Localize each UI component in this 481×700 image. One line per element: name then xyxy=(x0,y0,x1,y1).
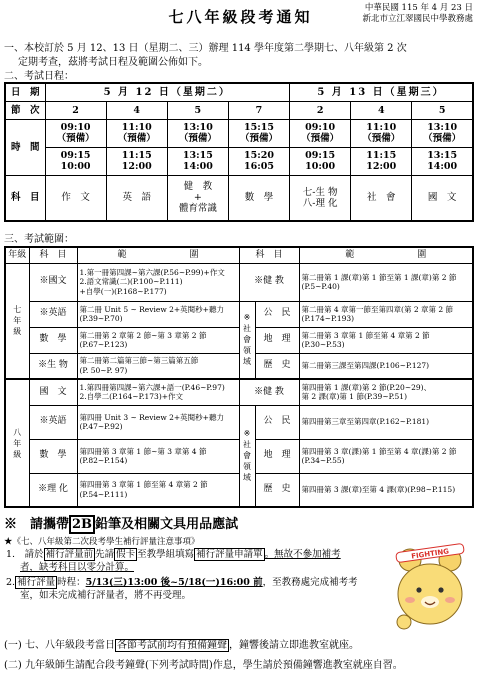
item1-box-form: 補行評量申請單 xyxy=(196,549,263,560)
range-subject: 公 民 xyxy=(255,301,299,327)
makeup-period: 5/13(三)13:00 後~5/18(一)16:00 前 xyxy=(85,577,263,588)
prep-time: 11:10 （預備） xyxy=(106,119,167,147)
footer-line-2: (二) 九年級師生請配合段考鐘聲(下列考試時間)作息，學生請於預備鐘響進教室就座自習。 xyxy=(4,660,403,671)
headband-text: FIGHTING xyxy=(410,547,450,561)
exam-time: 09:15 10:00 xyxy=(45,147,106,175)
range-subject: 數 學 xyxy=(29,439,77,473)
table-row xyxy=(5,379,473,405)
range-subject: 數 學 xyxy=(29,327,77,353)
period-cell: 5 xyxy=(412,101,473,119)
table-row xyxy=(5,405,473,439)
range-subject: 地 理 xyxy=(255,327,299,353)
bear-eye-left xyxy=(416,587,421,592)
issuing-office: 新北市立江翠國民中學教務處 xyxy=(362,14,473,24)
item1-text-cont: 者，缺考科目以零分計算。 xyxy=(20,562,135,573)
range-scope: 第二冊第二篇第三節~第三篇第五節 (P. 50~P. 97) xyxy=(77,353,239,379)
range-subject: 地 理 xyxy=(255,439,299,473)
item2-text: ，至教務處完成補考考 xyxy=(262,577,358,588)
range-scope: 第四冊第 3 章第 1 節至第 4 章第 2 節 (P.54~P.111) xyxy=(77,473,239,507)
subject-cell: 數 學 xyxy=(228,175,289,221)
range-subject: ※健 教 xyxy=(239,263,299,301)
date-label: 日 期 xyxy=(5,83,45,101)
range-scope: 第二冊第 4 章第一節至第四章(第 2 章第 2 節 (P.174~P.193) xyxy=(299,301,473,327)
exam-time: 09:15 10:00 xyxy=(290,147,351,175)
item1-box-before: 補行評量前 xyxy=(45,549,94,560)
range-scope: 第二冊第 1 課(章)第 1 節至第 1 課(章)第 2 節 (P.5~P.40) xyxy=(299,263,473,301)
range-header-subject: 科 目 xyxy=(239,247,299,263)
exam-schedule-table xyxy=(4,82,474,222)
range-scope: 第二冊 Unit 5 ~ Review 2+英閱秒+聽力 (P.39~P.70) xyxy=(77,301,239,327)
bring-suffix: 鉛筆及相關文具用品應試 xyxy=(95,517,239,532)
prep-time: 13:10 （預備） xyxy=(412,119,473,147)
day2-header: 5 月 13 日（星期三） xyxy=(290,83,473,101)
item2-text: 2. xyxy=(6,577,16,588)
bear-illustration xyxy=(388,538,472,634)
footer-text: ，鐘響後請立即進教室就座。 xyxy=(228,640,359,651)
range-scope: 第二冊第 3 章第 1 節至第 4 章第 2 節 (P.30~P.53) xyxy=(299,327,473,353)
item2-box: 補行評量 xyxy=(17,577,56,588)
grade8-label: 八 年 級 xyxy=(5,379,29,507)
item2-text: 時程： xyxy=(57,577,86,588)
prep-time: 11:10 （預備） xyxy=(351,119,412,147)
intro-line-2: 定期考查，茲將考試日程及範圍公佈如下。 xyxy=(18,57,208,68)
time-label: 時 間 xyxy=(5,119,45,175)
range-subject: ※國文 xyxy=(29,263,77,301)
range-scope: 第四冊第 3 課(章)至第 4 課(章)(P.98~P.115) xyxy=(299,473,473,507)
bear-face xyxy=(398,564,462,624)
exam-range-table xyxy=(4,246,474,508)
footer-box: 各節考試前均有預備鐘聲 xyxy=(116,640,227,651)
pencil-type-box: 2B xyxy=(69,515,95,534)
range-subject: 歷 史 xyxy=(255,353,299,379)
notice-date-block xyxy=(362,3,473,25)
range-subject: 國 文 xyxy=(29,379,77,405)
bear-muzzle xyxy=(421,596,439,608)
exam-time: 11:15 12:00 xyxy=(351,147,412,175)
range-header-row xyxy=(5,247,473,263)
bring-prefix: ※ 請攜帶 xyxy=(4,517,70,532)
bear-paw xyxy=(397,615,411,629)
range-header-scope: 範 圍 xyxy=(77,247,239,263)
range-scope: 第四冊第 3 章第 1 節~第 3 章第 4 節 (P.82~P.154) xyxy=(77,439,239,473)
bear-eye-right xyxy=(438,587,443,592)
exam-time: 13:15 14:00 xyxy=(412,147,473,175)
subject-cell: 社 會 xyxy=(351,175,412,221)
range-subject: ※理 化 xyxy=(29,473,77,507)
subject-cell: 作 文 xyxy=(45,175,106,221)
item1-text: 先請 xyxy=(95,549,115,560)
range-scope: 第四冊第 1 課(章)第 2 節(P.20~29)、 第 2 課(章)第 1 節(P.39~P.51) xyxy=(299,379,473,405)
bear-cheek-left xyxy=(405,597,415,603)
range-subject: ※英語 xyxy=(29,405,77,439)
range-header-scope: 範 圍 xyxy=(299,247,473,263)
period-cell: 5 xyxy=(167,101,228,119)
range-scope: 第四冊第 3 章(課)第 1 節至第 4 章(課)第 2 節 (P.34~P.55) xyxy=(299,439,473,473)
range-subject: ※英語 xyxy=(29,301,77,327)
item2-text-cont: 室，如未完成補行評量者，將不再受理。 xyxy=(20,590,192,601)
schedule-heading: 二、考試日程： xyxy=(4,71,74,82)
range-subject: ※生 物 xyxy=(29,353,77,379)
period-cell: 2 xyxy=(290,101,351,119)
prep-time: 09:10 （預備） xyxy=(45,119,106,147)
item1-box-leave: 假卡 xyxy=(116,549,136,560)
day1-header: 5 月 12 日（星期二） xyxy=(45,83,290,101)
range-header-subject: 科 目 xyxy=(29,247,77,263)
exam-time: 11:15 12:00 xyxy=(106,147,167,175)
schedule-exam-row xyxy=(5,147,473,175)
schedule-date-row xyxy=(5,83,473,101)
subject-cell: 英 語 xyxy=(106,175,167,221)
footer-text: (一) 七、八年級段考當日 xyxy=(4,640,115,651)
intro-line-1: 一、本校訂於 5 月 12、13 日（星期二、三）辦理 114 學年度第二學期七、八年級第 2 次 xyxy=(4,43,407,54)
schedule-subject-row xyxy=(5,175,473,221)
table-row xyxy=(5,301,473,327)
period-cell: 4 xyxy=(351,101,412,119)
range-scope: 第二冊第三課至第四課(P.106~P.127) xyxy=(299,353,473,379)
subject-cell: 國 文 xyxy=(412,175,473,221)
item1-text: 。無故不參加補考 xyxy=(264,549,341,560)
page-title: 七八年級段考通知 xyxy=(168,8,313,26)
range-scope: 第四冊 Unit 3 ~ Review 2+英閱秒+聽力 (P.47~P.92) xyxy=(77,405,239,439)
item1-text: 至教學組填寫 xyxy=(137,549,195,560)
exam-time: 15:20 16:05 xyxy=(228,147,289,175)
makeup-title: ★《七、八年級第二次段考學生補行評量注意事項》 xyxy=(4,537,200,547)
notice-date: 中華民國 115 年 4 月 23 日 xyxy=(364,3,473,13)
bring-notice xyxy=(4,513,238,532)
makeup-item-2 xyxy=(6,576,386,602)
range-subject: ※健 教 xyxy=(239,379,299,405)
range-heading: 三、考試範圍： xyxy=(4,234,74,245)
prep-time: 09:10 （預備） xyxy=(290,119,351,147)
range-scope: 1.第一冊第四課~第六課(P.56~P.99)+作文 2.語文常識(二)(P.100~P.111) +自學(一)(P.168~P.177) xyxy=(77,263,239,301)
period-cell: 4 xyxy=(106,101,167,119)
subject-cell: 健 教 + 體育常識 xyxy=(167,175,228,221)
exam-time: 13:15 14:00 xyxy=(167,147,228,175)
range-scope: 第四冊第三章至第四章(P.162~P.181) xyxy=(299,405,473,439)
table-row xyxy=(5,263,473,301)
subject-label: 科 目 xyxy=(5,175,45,221)
range-subject: 公 民 xyxy=(255,405,299,439)
subject-cell: 七-生 物 八-理 化 xyxy=(290,175,351,221)
footer-line-1 xyxy=(4,636,359,651)
range-header-grade: 年級 xyxy=(5,247,29,263)
schedule-period-row xyxy=(5,101,473,119)
range-scope: 第二冊第 2 章第 2 節~第 3 章第 2 節 (P.67~P.123) xyxy=(77,327,239,353)
social-group-label: ※ 社 會 領 域 xyxy=(239,301,255,379)
period-cell: 2 xyxy=(45,101,106,119)
social-group-label: ※ 社 會 領 域 xyxy=(239,405,255,507)
prep-time: 15:15 （預備） xyxy=(228,119,289,147)
makeup-item-1 xyxy=(6,548,386,574)
range-scope: 1.第四冊第四課~第六課+語一(P.46~P.97) 2.自學二(P.164~P.173)+作文 xyxy=(77,379,239,405)
item1-text: 1. 請於 xyxy=(6,549,44,560)
prep-time: 13:10 （預備） xyxy=(167,119,228,147)
period-label: 節 次 xyxy=(5,101,45,119)
period-cell: 7 xyxy=(228,101,289,119)
bear-cheek-right xyxy=(445,597,455,603)
schedule-prep-row xyxy=(5,119,473,147)
range-subject: 歷 史 xyxy=(255,473,299,507)
grade7-label: 七 年 級 xyxy=(5,263,29,379)
